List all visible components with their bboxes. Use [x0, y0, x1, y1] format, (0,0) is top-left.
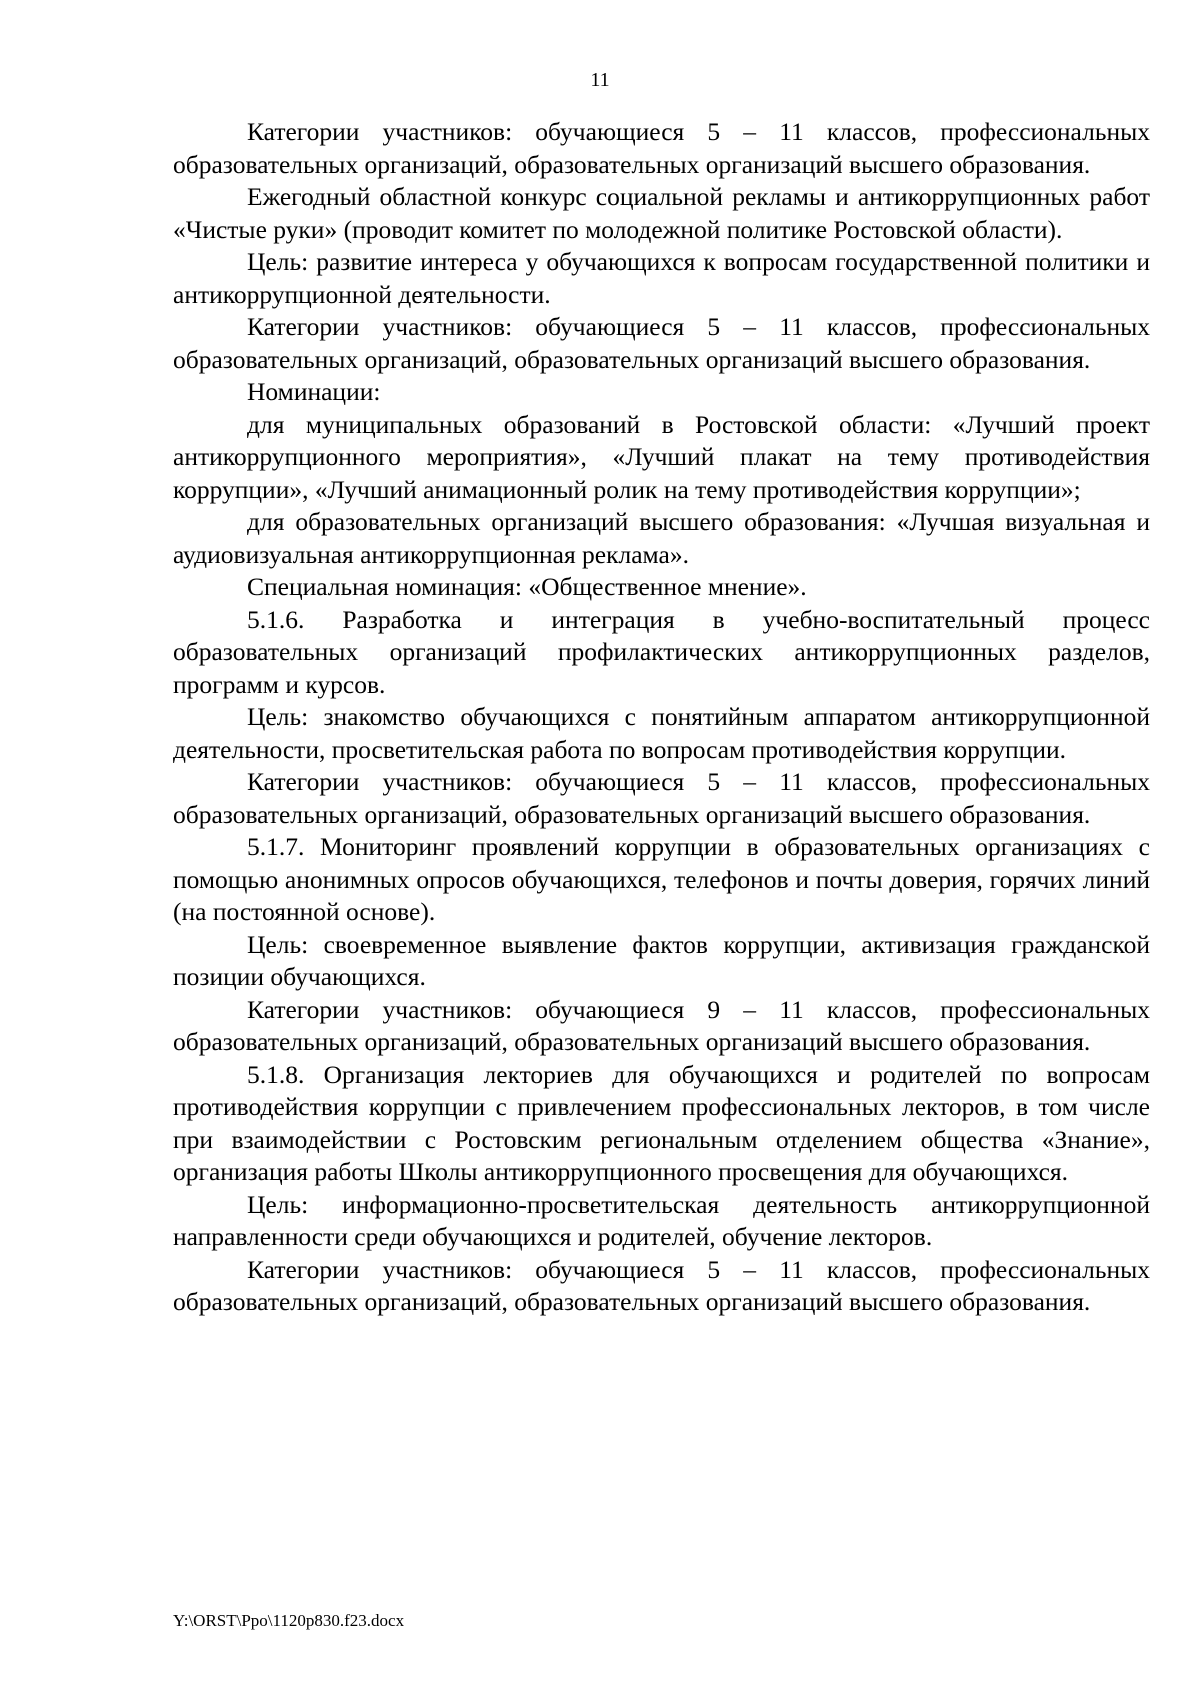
paragraph-goal-4: Цель: информационно-просветительская деятельность антикоррупционной направленности среди обучающихся и родителей, обучение лекторов. — [173, 1189, 1150, 1251]
paragraph-goal-1: Цель: развитие интереса у обучающихся к вопросам государственной политики и антикоррупционной деятельности. — [173, 247, 1150, 309]
page-number: 11 — [590, 69, 610, 91]
paragraph-section-5-1-6: 5.1.6. Разработка и интеграция в учебно-воспитательный процесс образовательных организаций профилактических антикоррупционных разделов, программ и курсов. — [173, 604, 1150, 699]
paragraph-goal-2: Цель: знакомство обучающихся с понятийным аппаратом антикоррупционной деятельности, просветительская работа по вопросам противодействия коррупции. — [173, 702, 1150, 764]
paragraph-nominations-municipal: для муниципальных образований в Ростовской области: «Лучший проект антикоррупционного мероприятия», «Лучший плакат на тему противодействия коррупции», «Лучший анимационный ролик на тему противодействия коррупции»; — [173, 409, 1150, 504]
paragraph-section-5-1-8: 5.1.8. Организация лекториев для обучающихся и родителей по вопросам противодействия коррупции с привлечением профессиональных лекторов, в том числе при взаимодействии с Ростовским региональным отделением общества «Знание», организация работы Школы антикоррупционного просвещения для обучающихся. — [173, 1059, 1150, 1186]
footer-file-path: Y:\ORST\Ppo\1120p830.f23.docx — [173, 1611, 405, 1630]
paragraph-categories-4: Категории участников: обучающиеся 9 – 11 классов, профессиональных образовательных организаций, образовательных организаций высшего образования. — [173, 994, 1150, 1056]
paragraph-categories-1: Категории участников: обучающиеся 5 – 11 классов, профессиональных образовательных организаций, образовательных организаций высшего образования. — [173, 117, 1150, 179]
document-body — [173, 116, 1150, 1319]
paragraph-special-nomination: Специальная номинация: «Общественное мнение». — [247, 572, 807, 601]
paragraph-categories-2: Категории участников: обучающиеся 5 – 11 классов, профессиональных образовательных организаций, образовательных организаций высшего образования. — [173, 312, 1150, 374]
paragraph-goal-3: Цель: своевременное выявление фактов коррупции, активизация гражданской позиции обучающихся. — [173, 929, 1150, 991]
paragraph-categories-3: Категории участников: обучающиеся 5 – 11 классов, профессиональных образовательных организаций, образовательных организаций высшего образования. — [173, 767, 1150, 829]
paragraph-nominations-heading: Номинации: — [247, 377, 381, 406]
paragraph-nominations-higher-ed: для образовательных организаций высшего образования: «Лучшая визуальная и аудиовизуальная антикоррупционная реклама». — [173, 507, 1150, 569]
paragraph-contest-chistye-ruki: Ежегодный областной конкурс социальной рекламы и антикоррупционных работ «Чистые руки» (проводит комитет по молодежной политике Ростовской области). — [173, 182, 1150, 244]
paragraph-categories-5: Категории участников: обучающиеся 5 – 11 классов, профессиональных образовательных организаций, образовательных организаций высшего образования. — [173, 1254, 1150, 1316]
paragraph-section-5-1-7: 5.1.7. Мониторинг проявлений коррупции в образовательных организациях с помощью анонимных опросов обучающихся, телефонов и почты доверия, горячих линий (на постоянной основе). — [173, 832, 1150, 926]
